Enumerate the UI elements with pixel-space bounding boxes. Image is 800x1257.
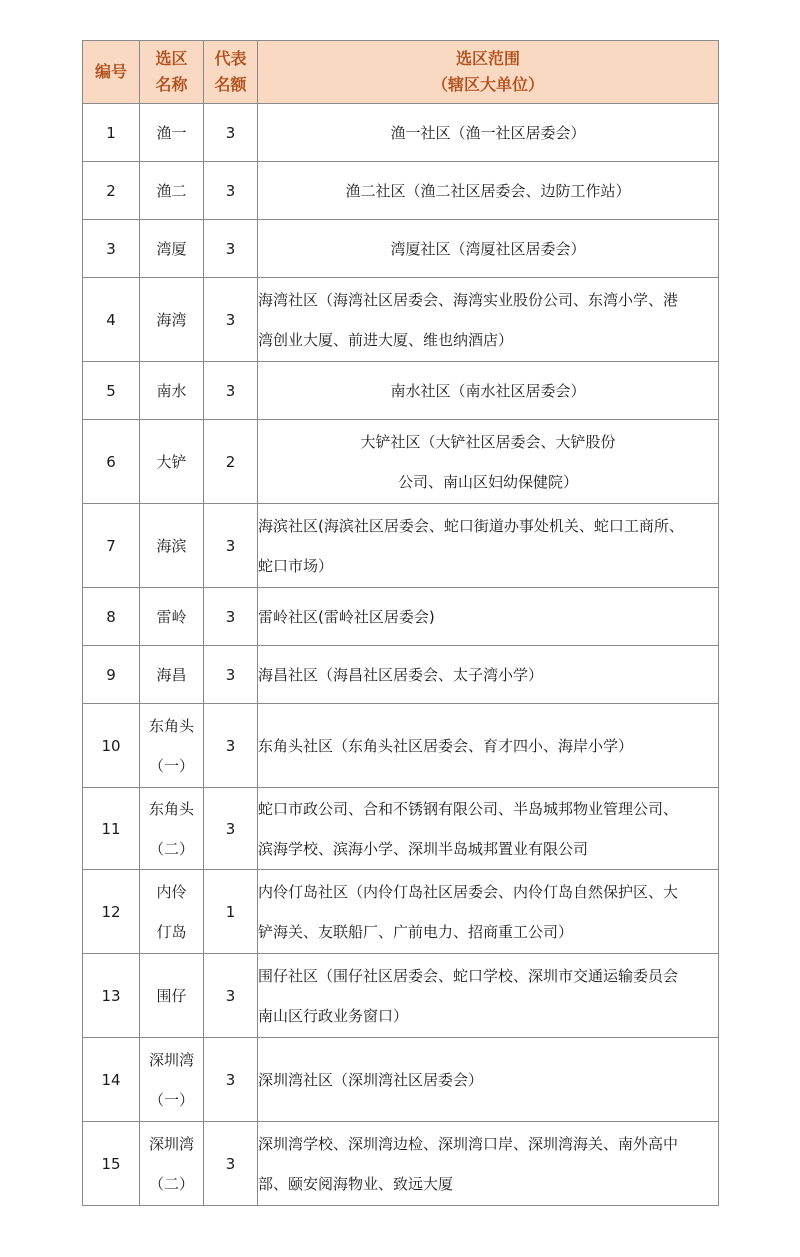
- table-row: [83, 504, 719, 588]
- district-name-line: 东角头: [148, 799, 194, 818]
- district-scope-line: 东角头社区（东角头社区居委会、育才四小、海岸小学）: [258, 736, 634, 755]
- district-scope-line: 渔二社区（渔二社区居委会、边防工作站）: [345, 181, 631, 200]
- district-name-line: 南水: [156, 381, 187, 400]
- table-row: [83, 588, 719, 646]
- district-name: [140, 646, 204, 704]
- table-row: [83, 104, 719, 162]
- district-name: [140, 588, 204, 646]
- district-name: [140, 954, 204, 1038]
- row-number: 4: [83, 278, 140, 362]
- district-scope-line: 蛇口市政公司、合和不锈钢有限公司、半岛城邦物业管理公司、: [258, 799, 679, 818]
- district-scope-line: 大铲社区（大铲社区居委会、大铲股份: [360, 432, 616, 451]
- representative-quota: 3: [204, 162, 258, 220]
- header-scope: 选区范围 （辖区大单位）: [258, 41, 719, 104]
- row-number: 6: [83, 420, 140, 504]
- header-district-name: 选区 名称: [140, 41, 204, 104]
- district-name: [140, 1038, 204, 1122]
- representative-quota: 3: [204, 788, 258, 870]
- row-number: 14: [83, 1038, 140, 1122]
- district-name-line: 渔二: [156, 181, 187, 200]
- district-name-line: （二）: [148, 1174, 194, 1193]
- district-scope-line: 雷岭社区(雷岭社区居委会): [258, 607, 435, 626]
- row-number: 11: [83, 788, 140, 870]
- table-row: [83, 704, 719, 788]
- district-name-line: 大铲: [156, 452, 187, 471]
- district-name: [140, 1122, 204, 1206]
- district-scope-line: 海湾社区（海湾社区居委会、海湾实业股份公司、东湾小学、港: [258, 290, 679, 309]
- district-scope: [258, 788, 719, 870]
- district-name-line: （一）: [148, 1090, 194, 1109]
- district-scope: [258, 704, 719, 788]
- representative-quota: 3: [204, 1122, 258, 1206]
- table-row: [83, 870, 719, 954]
- district-scope: [258, 362, 719, 420]
- district-name: [140, 362, 204, 420]
- district-scope-line: 铲海关、友联船厂、广前电力、招商重工公司）: [258, 922, 574, 941]
- row-number: 5: [83, 362, 140, 420]
- table-row: [83, 162, 719, 220]
- table-row: [83, 220, 719, 278]
- district-name: [140, 104, 204, 162]
- district-scope-line: 围仔社区（围仔社区居委会、蛇口学校、深圳市交通运输委员会: [258, 966, 679, 985]
- district-scope: [258, 1038, 719, 1122]
- row-number: 1: [83, 104, 140, 162]
- table-row: [83, 362, 719, 420]
- table-row: [83, 1122, 719, 1206]
- representative-quota: 3: [204, 954, 258, 1038]
- district-scope-line: 内伶仃岛社区（内伶仃岛社区居委会、内伶仃岛自然保护区、大: [258, 882, 679, 901]
- district-name: [140, 162, 204, 220]
- district-scope-line: 南水社区（南水社区居委会）: [390, 381, 586, 400]
- row-number: 9: [83, 646, 140, 704]
- representative-quota: 2: [204, 420, 258, 504]
- district-name-line: 海滨: [156, 536, 187, 555]
- table-row: [83, 788, 719, 870]
- representative-quota: 3: [204, 588, 258, 646]
- district-scope: [258, 420, 719, 504]
- district-name: [140, 870, 204, 954]
- representative-quota: 3: [204, 704, 258, 788]
- district-scope: [258, 220, 719, 278]
- table-row: [83, 278, 719, 362]
- district-name-line: 渔一: [156, 123, 187, 142]
- district-name-line: 海昌: [156, 665, 187, 684]
- district-name-line: 仃岛: [156, 922, 187, 941]
- district-scope: [258, 278, 719, 362]
- row-number: 2: [83, 162, 140, 220]
- row-number: 12: [83, 870, 140, 954]
- district-scope-line: 湾创业大厦、前进大厦、维也纳酒店）: [258, 330, 514, 349]
- district-scope: [258, 162, 719, 220]
- district-name-line: （一）: [148, 756, 194, 775]
- district-name-line: 雷岭: [156, 607, 187, 626]
- representative-quota: 3: [204, 278, 258, 362]
- representative-quota: 3: [204, 104, 258, 162]
- district-scope-line: 南山区行政业务窗口）: [258, 1006, 409, 1025]
- district-name-line: 深圳湾: [148, 1134, 194, 1153]
- district-name: [140, 704, 204, 788]
- table-header-row: [83, 41, 719, 104]
- table-row: [83, 1038, 719, 1122]
- district-name: [140, 504, 204, 588]
- district-name-line: （二）: [148, 839, 194, 858]
- row-number: 15: [83, 1122, 140, 1206]
- district-scope: [258, 104, 719, 162]
- district-scope-line: 滨海学校、滨海小学、深圳半岛城邦置业有限公司: [258, 839, 589, 858]
- district-name-line: 湾厦: [156, 239, 187, 258]
- table-row: [83, 954, 719, 1038]
- district-scope-line: 部、颐安阅海物业、致远大厦: [258, 1174, 454, 1193]
- district-name: [140, 420, 204, 504]
- district-scope: [258, 504, 719, 588]
- representative-quota: 3: [204, 362, 258, 420]
- district-name-line: 东角头: [148, 716, 194, 735]
- district-scope: [258, 954, 719, 1038]
- district-name-line: 内伶: [156, 882, 187, 901]
- representative-quota: 1: [204, 870, 258, 954]
- district-name: [140, 278, 204, 362]
- district-scope-line: 渔一社区（渔一社区居委会）: [390, 123, 586, 142]
- representative-quota: 3: [204, 646, 258, 704]
- table-row: [83, 420, 719, 504]
- district-name-line: 围仔: [156, 986, 187, 1005]
- district-name: [140, 220, 204, 278]
- representative-quota: 3: [204, 1038, 258, 1122]
- electoral-district-table: [82, 40, 719, 1206]
- district-scope: [258, 870, 719, 954]
- header-quota: 代表 名额: [204, 41, 258, 104]
- row-number: 7: [83, 504, 140, 588]
- district-name-line: 深圳湾: [148, 1050, 194, 1069]
- district-scope-line: 深圳湾社区（深圳湾社区居委会）: [258, 1070, 484, 1089]
- district-scope-line: 海滨社区(海滨社区居委会、蛇口街道办事处机关、蛇口工商所、: [258, 516, 684, 535]
- district-scope-line: 湾厦社区（湾厦社区居委会）: [390, 239, 586, 258]
- row-number: 13: [83, 954, 140, 1038]
- row-number: 10: [83, 704, 140, 788]
- district-scope: [258, 646, 719, 704]
- table-row: [83, 646, 719, 704]
- district-scope-line: 海昌社区（海昌社区居委会、太子湾小学）: [258, 665, 544, 684]
- district-scope-line: 蛇口市场）: [258, 556, 334, 575]
- district-scope: [258, 1122, 719, 1206]
- representative-quota: 3: [204, 220, 258, 278]
- district-scope-line: 深圳湾学校、深圳湾边检、深圳湾口岸、深圳湾海关、南外高中: [258, 1134, 679, 1153]
- representative-quota: 3: [204, 504, 258, 588]
- header-no: 编号: [83, 41, 140, 104]
- row-number: 8: [83, 588, 140, 646]
- row-number: 3: [83, 220, 140, 278]
- district-name: [140, 788, 204, 870]
- district-name-line: 海湾: [156, 310, 187, 329]
- district-scope: [258, 588, 719, 646]
- district-scope-line: 公司、南山区妇幼保健院）: [397, 472, 578, 491]
